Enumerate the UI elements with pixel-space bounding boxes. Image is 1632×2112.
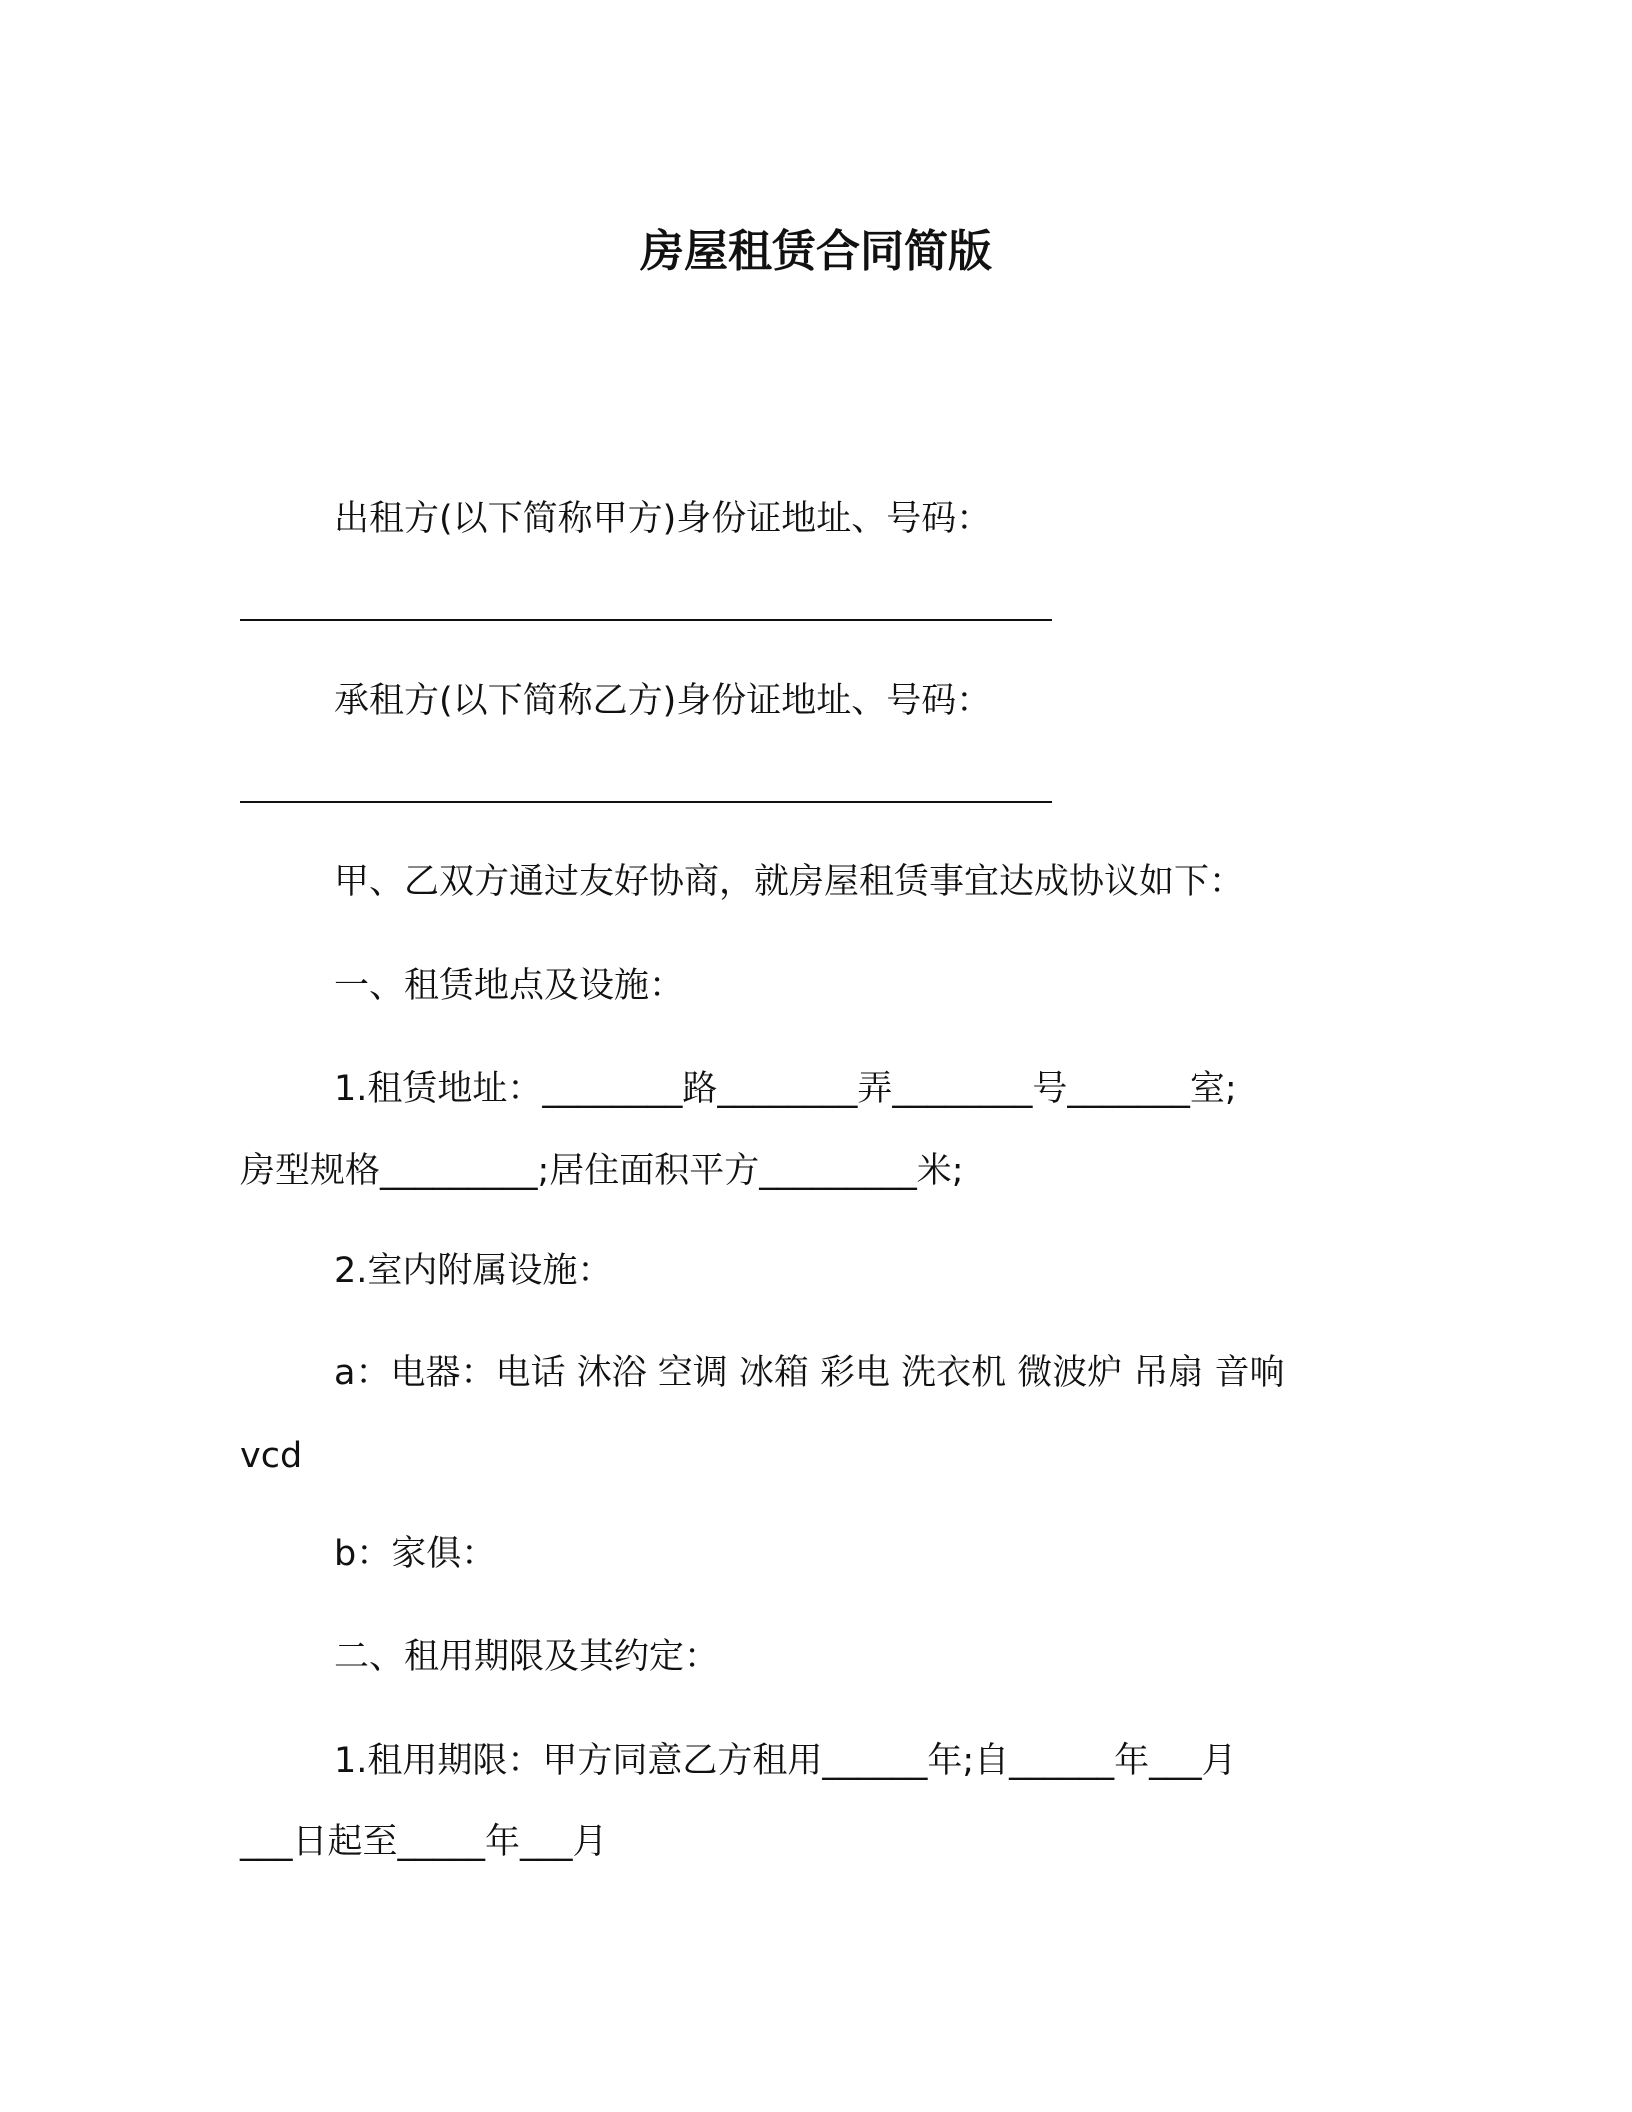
lessor-id-blank [240, 619, 1052, 621]
agreement-intro: 甲、乙双方通过友好协商，就房屋租赁事宜达成协议如下： [334, 862, 1245, 902]
lessor-id-label: 出租方(以下简称甲方)身份证地址、号码： [334, 499, 992, 539]
section-1-heading: 一、租赁地点及设施： [334, 966, 685, 1006]
lessee-id-label: 承租方(以下简称乙方)身份证地址、号码： [334, 681, 992, 721]
appliances-line: a：电器：电话 沐浴 空调 冰箱 彩电 洗衣机 微波炉 吊扇 音响 [334, 1353, 1285, 1393]
furniture-line: b：家俱： [334, 1534, 497, 1574]
lease-term-line: 1.租用期限：甲方同意乙方租用______年;自______年___月 [334, 1741, 1237, 1781]
facilities-heading: 2.室内附属设施： [334, 1251, 613, 1291]
section-2-heading: 二、租用期限及其约定： [334, 1637, 720, 1677]
document-title: 房屋租赁合同简版 [640, 226, 992, 277]
appliances-line-continued: vcd [240, 1436, 303, 1476]
lessee-id-blank [240, 801, 1052, 803]
rental-address-line: 1.租赁地址：________路________弄________号_______室; [334, 1069, 1237, 1109]
lease-term-line-continued: ___日起至_____年___月 [240, 1822, 608, 1862]
room-spec-line: 房型规格_________;居住面积平方_________米; [240, 1151, 964, 1191]
